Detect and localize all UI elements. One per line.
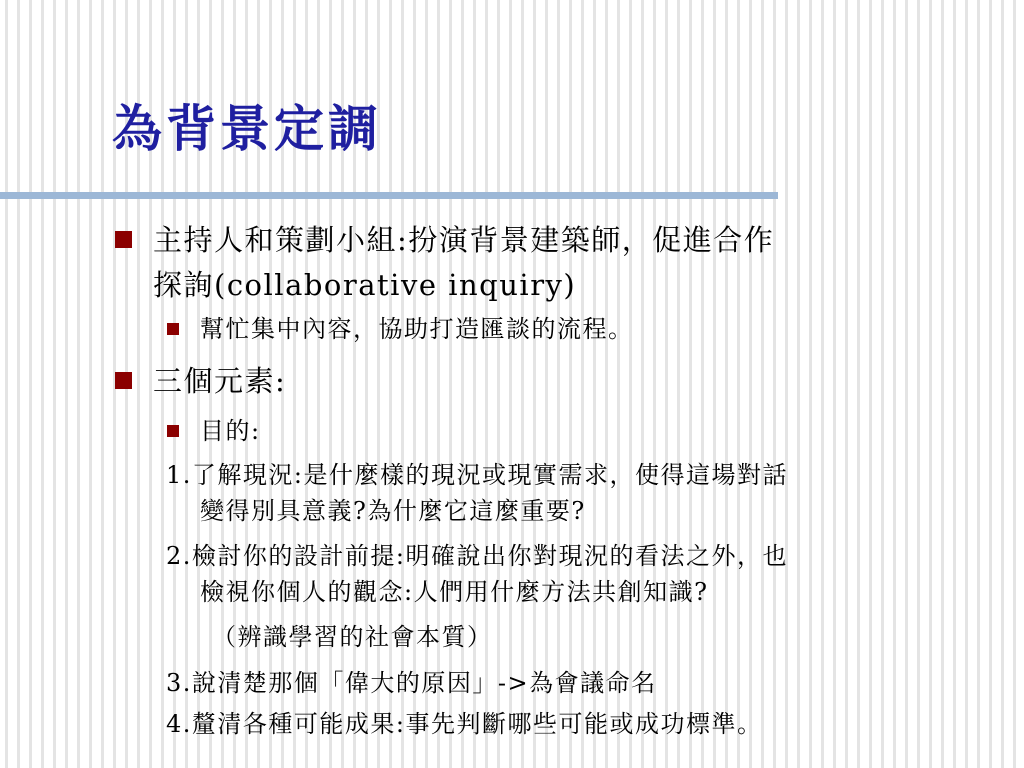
numbered-item-1 xyxy=(166,455,788,495)
sub-bullet-text: 幫忙集中內容，協助打造匯談的流程。 xyxy=(200,315,634,343)
item-continuation-line: 檢視你個人的觀念:人們用什麼方法共創知識? xyxy=(200,578,709,606)
numbered-item-3 xyxy=(166,663,657,703)
item-number: 2. xyxy=(166,542,192,570)
item-text: 說清楚那個「偉大的原因」->為會議命名 xyxy=(191,669,657,697)
item-text: 檢討你的設計前提:明確說出你對現況的看法之外，也 xyxy=(191,542,788,570)
numbered-item-4 xyxy=(166,704,763,744)
square-bullet-icon xyxy=(115,231,132,248)
slide-title: 為背景定調 xyxy=(112,99,382,158)
item-continuation-line: （辨識學習的社會本質） xyxy=(212,623,493,651)
item-continuation-line: 變得別具意義?為什麼它這麼重要? xyxy=(200,497,586,525)
item-number: 1. xyxy=(166,461,192,489)
bullet-text: 三個元素: xyxy=(153,364,287,398)
item-number: 3. xyxy=(166,669,192,697)
square-bullet-icon xyxy=(115,372,132,389)
item-text: 釐清各種可能成果:事先判斷哪些可能或成功標準。 xyxy=(191,710,763,738)
square-bullet-icon xyxy=(167,323,179,335)
sub-bullet-text: 目的: xyxy=(200,417,261,445)
item-number: 4. xyxy=(166,710,192,738)
bullet-text-line: 主持人和策劃小組:扮演背景建築師，促進合作 xyxy=(153,223,775,257)
item-text: 了解現況:是什麼樣的現況或現實需求，使得這場對話 xyxy=(191,461,788,489)
title-underline-rule xyxy=(0,192,778,199)
numbered-item-2 xyxy=(166,536,788,576)
square-bullet-icon xyxy=(167,425,179,437)
bullet-text-line: 探詢(collaborative inquiry) xyxy=(153,268,577,302)
